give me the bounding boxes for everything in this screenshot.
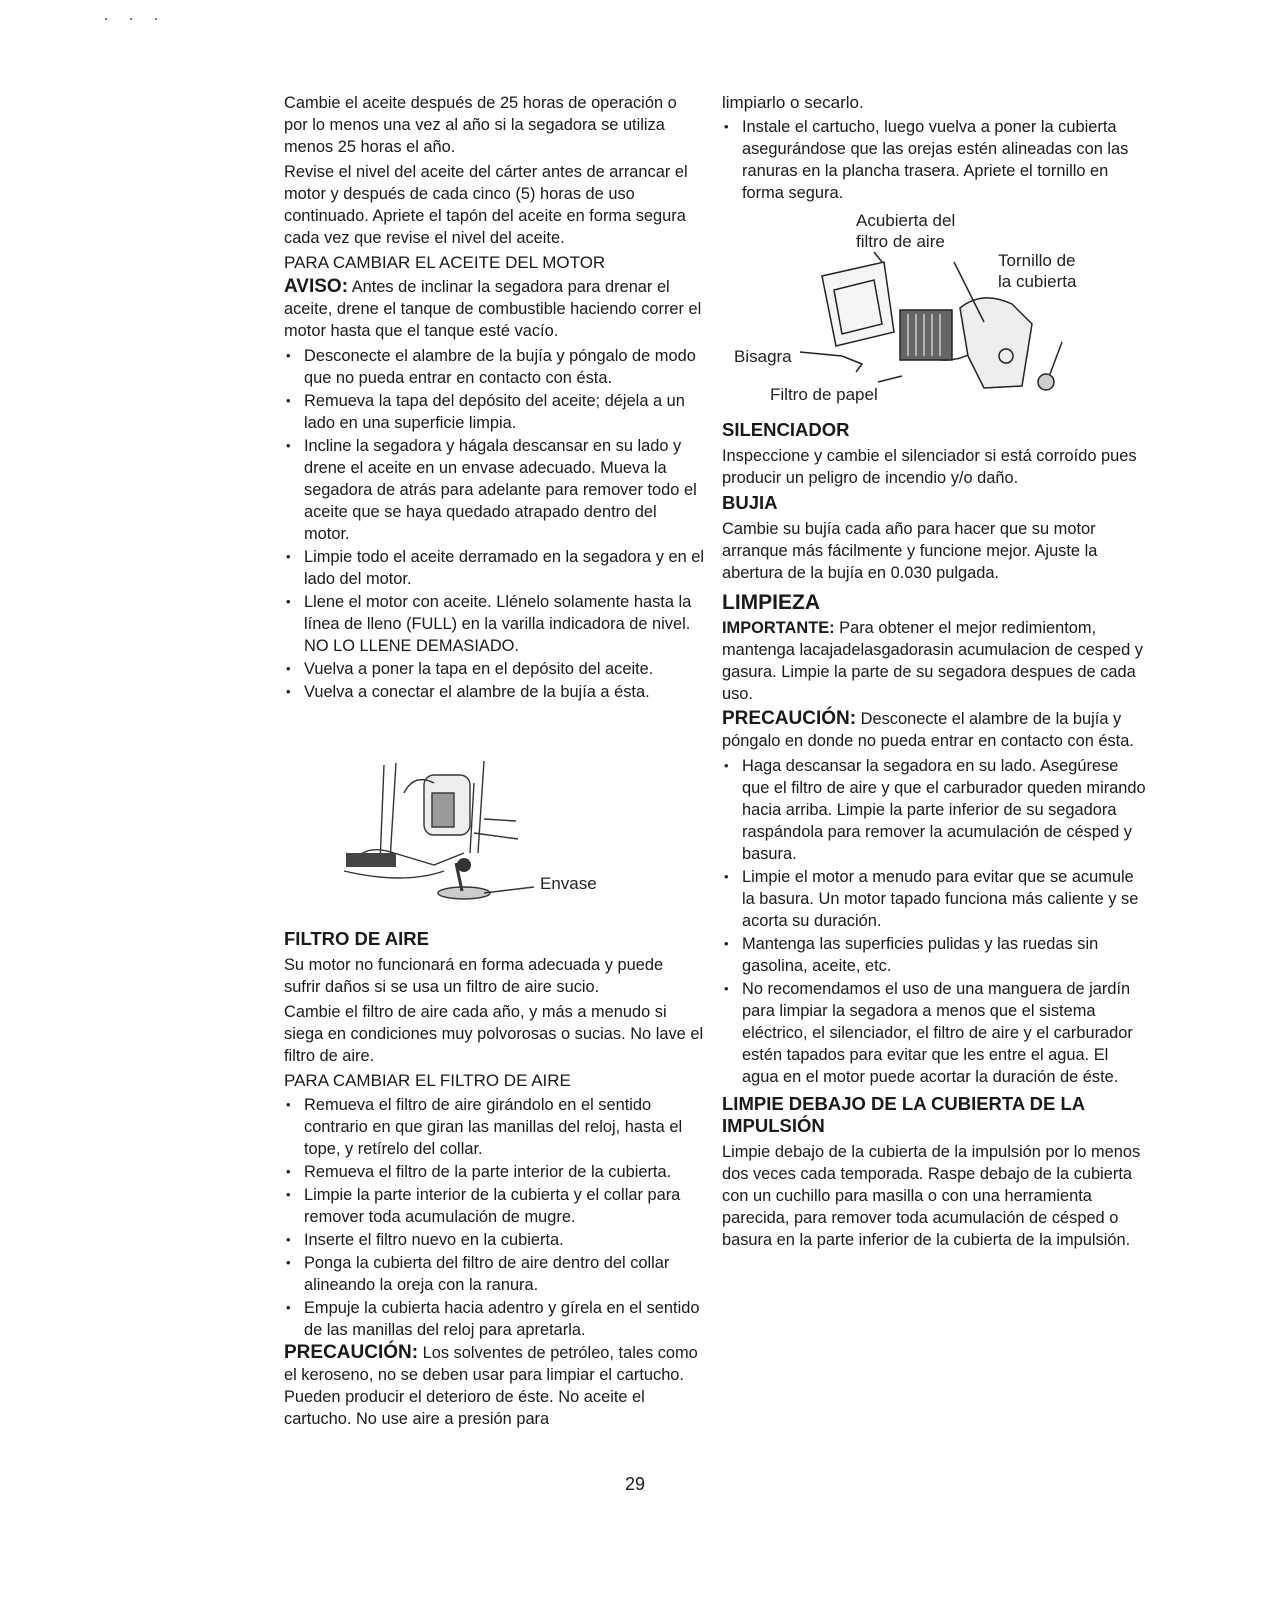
scan-mark (155, 18, 157, 20)
oil-steps-list (284, 345, 704, 703)
hinge-label: Bisagra (734, 347, 792, 366)
list-item: • Remueva el filtro de aire girándolo en el sentido contrario en que giran las manillas del reloj, hasta el tope, y retírelo del collar. (284, 1094, 704, 1160)
list-item: • Haga descansar la segadora en su lado. Asegúrese que el filtro de aire y que el carburador queden mirando hacia arriba. Limpie la parte inferior de su segadora raspándola para remover la acumulación de césped y basura. (722, 755, 1146, 865)
scan-mark (130, 18, 132, 20)
list-item: • Vuelva a conectar el alambre de la bujía a ésta. (284, 681, 704, 703)
list-item: • Remueva la tapa del depósito del aceite; déjela a un lado en una superficie limpia. (284, 390, 704, 434)
deck-cleaning-paragraph: Limpie debajo de la cubierta de la impulsión por lo menos dos veces cada temporada. Raspe debajo de la cubierta con un cuchillo para masilla o con una herramienta parecida, para remover toda acumulación de césped o basura en la parte inferior de la cubierta de la impulsión. (722, 1143, 1141, 1249)
air-filter-paragraph-2: Cambie el filtro de aire cada año, y más a menudo si siega en condiciones muy polvorosas o sucias. No lave el filtro de aire. (284, 1003, 704, 1065)
air-filter-figure (722, 206, 1146, 414)
important-label: IMPORTANTE: (722, 619, 835, 637)
list-item: • Incline la segadora y hágala descansar en su lado y drene el aceite en un envase adecuado. Mueva la segadora de atrás para adelante para remover todo el aceite que se haya quedado atrapado dentro del motor. (284, 435, 704, 545)
filter-change-heading: PARA CAMBIAR EL FILTRO DE AIRE (284, 1071, 571, 1090)
paper-filter-label: Filtro de papel (770, 385, 878, 404)
list-item: • Ponga la cubierta del filtro de aire dentro del collar alineando la oreja con la ranura. (284, 1252, 704, 1296)
aviso-text: Antes de inclinar la segadora para drenar el aceite, drene el tanque de combustible haciendo correr el motor hasta que el tanque esté vacío. (284, 278, 702, 340)
cleaning-heading: LIMPIEZA (722, 591, 820, 614)
deck-cleaning-heading: LIMPIE DEBAJO DE LA CUBIERTA DE LA IMPULSIÓN (722, 1093, 1085, 1136)
caution-label: PRECAUCIÓN: (722, 708, 857, 729)
air-filter-heading: FILTRO DE AIRE (284, 928, 429, 949)
important-text: Para obtener el mejor redimientom, mantenga lacajadelasgadorasin acumulacion de cesped y gasura. Limpie la parte de su segadora despues de cada uso. (722, 619, 1143, 703)
list-item: • Inserte el filtro nuevo en la cubierta. (284, 1229, 704, 1251)
caution-text: Desconecte el alambre de la bujía y póngalo en donde no pueda entrar en contacto con ésta. (722, 710, 1134, 750)
list-item: • Instale el cartucho, luego vuelva a poner la cubierta asegurándose que las orejas estén alineadas con las ranuras en la plancha trasera. Apriete el tornillo en forma segura. (722, 116, 1146, 204)
list-item: • No recomendamos el uso de una manguera de jardín para limpiar la segadora a menos que el sistema eléctrico, el silenciador, el filtro de aire y el carburador estén tapados para evitar que les entre el agua. El agua en el motor puede acortar la duración de éste. (722, 978, 1146, 1088)
solvent-caution-paragraph (284, 1342, 704, 1430)
aviso-label: AVISO: (284, 276, 349, 297)
oil-drain-illustration (284, 753, 704, 923)
muffler-paragraph: Inspeccione y cambie el silenciador si está corroído pues producir un peligro de incendio y/o daño. (722, 447, 1137, 487)
air-filter-paragraph-1: Su motor no funcionará en forma adecuada y puede sufrir daños si se usa un filtro de aire sucio. (284, 956, 664, 996)
scan-mark (105, 18, 107, 20)
continued-text: limpiarlo o secarlo. (722, 93, 864, 112)
cover-label: Acubierta del filtro de aire (856, 211, 956, 251)
list-item: • Vuelva a poner la tapa en el depósito del aceite. (284, 658, 704, 680)
right-column (722, 92, 1146, 1254)
cleaning-caution-paragraph (722, 708, 1146, 752)
oil-change-heading: PARA CAMBIAR EL ACEITE DEL MOTOR (284, 253, 606, 272)
list-item: • Mantenga las superficies pulidas y las ruedas sin gasolina, aceite, etc. (722, 933, 1146, 977)
page-number: 29 (624, 1474, 646, 1494)
filter-steps-list (284, 1094, 704, 1341)
list-item: • Limpie la parte interior de la cubierta y el collar para remover toda acumulación de mugre. (284, 1184, 704, 1228)
important-paragraph (722, 617, 1146, 705)
caution-text: Los solventes de petróleo, tales como el keroseno, no se deben usar para limpiar el cartucho. Pueden producir el deterioro de éste. No aceite el cartucho. No use aire a presión para (284, 1344, 698, 1428)
screw-label: Tornillo de la cubierta (998, 251, 1077, 291)
caution-label: PRECAUCIÓN: (284, 1342, 419, 1363)
list-item: • Remueva el filtro de la parte interior de la cubierta. (284, 1161, 704, 1183)
list-item: • Empuje la cubierta hacia adentro y gírela en el sentido de las manillas del reloj para apretarla. (284, 1297, 704, 1341)
container-label: Envase (540, 874, 597, 893)
list-item: • Limpie todo el aceite derramado en la segadora y en el lado del motor. (284, 546, 704, 590)
left-column (284, 92, 704, 1433)
aviso-paragraph (284, 276, 704, 342)
cleaning-steps-list (722, 755, 1146, 1088)
list-item: • Llene el motor con aceite. Llénelo solamente hasta la línea de lleno (FULL) en la varilla indicadora de nivel. NO LO LLENE DEMASIADO. (284, 591, 704, 657)
spark-plug-paragraph: Cambie su bujía cada año para hacer que su motor arranque más fácilmente y funcione mejor. Ajuste la abertura de la bujía en 0.030 pulgada. (722, 520, 1098, 582)
spark-plug-heading: BUJIA (722, 492, 778, 513)
muffler-heading: SILENCIADOR (722, 419, 850, 440)
list-item: • Desconecte el alambre de la bujía y póngalo de modo que no pueda entrar en contacto con ésta. (284, 345, 704, 389)
list-item: • Limpie el motor a menudo para evitar que se acumule la basura. Un motor tapado funciona más caliente y se acorta su duración. (722, 866, 1146, 932)
oil-intro-paragraph: Cambie el aceite después de 25 horas de operación o por lo menos una vez al año si la segadora se utiliza menos 25 horas el año. (284, 94, 677, 156)
oil-check-paragraph: Revise el nivel del aceite del cárter antes de arrancar el motor y después de cada cinco (5) horas de uso continuado. Apriete el tapón del aceite en forma segura cada vez que revise el nivel del aceite. (284, 163, 688, 247)
oil-drain-figure (284, 753, 704, 923)
